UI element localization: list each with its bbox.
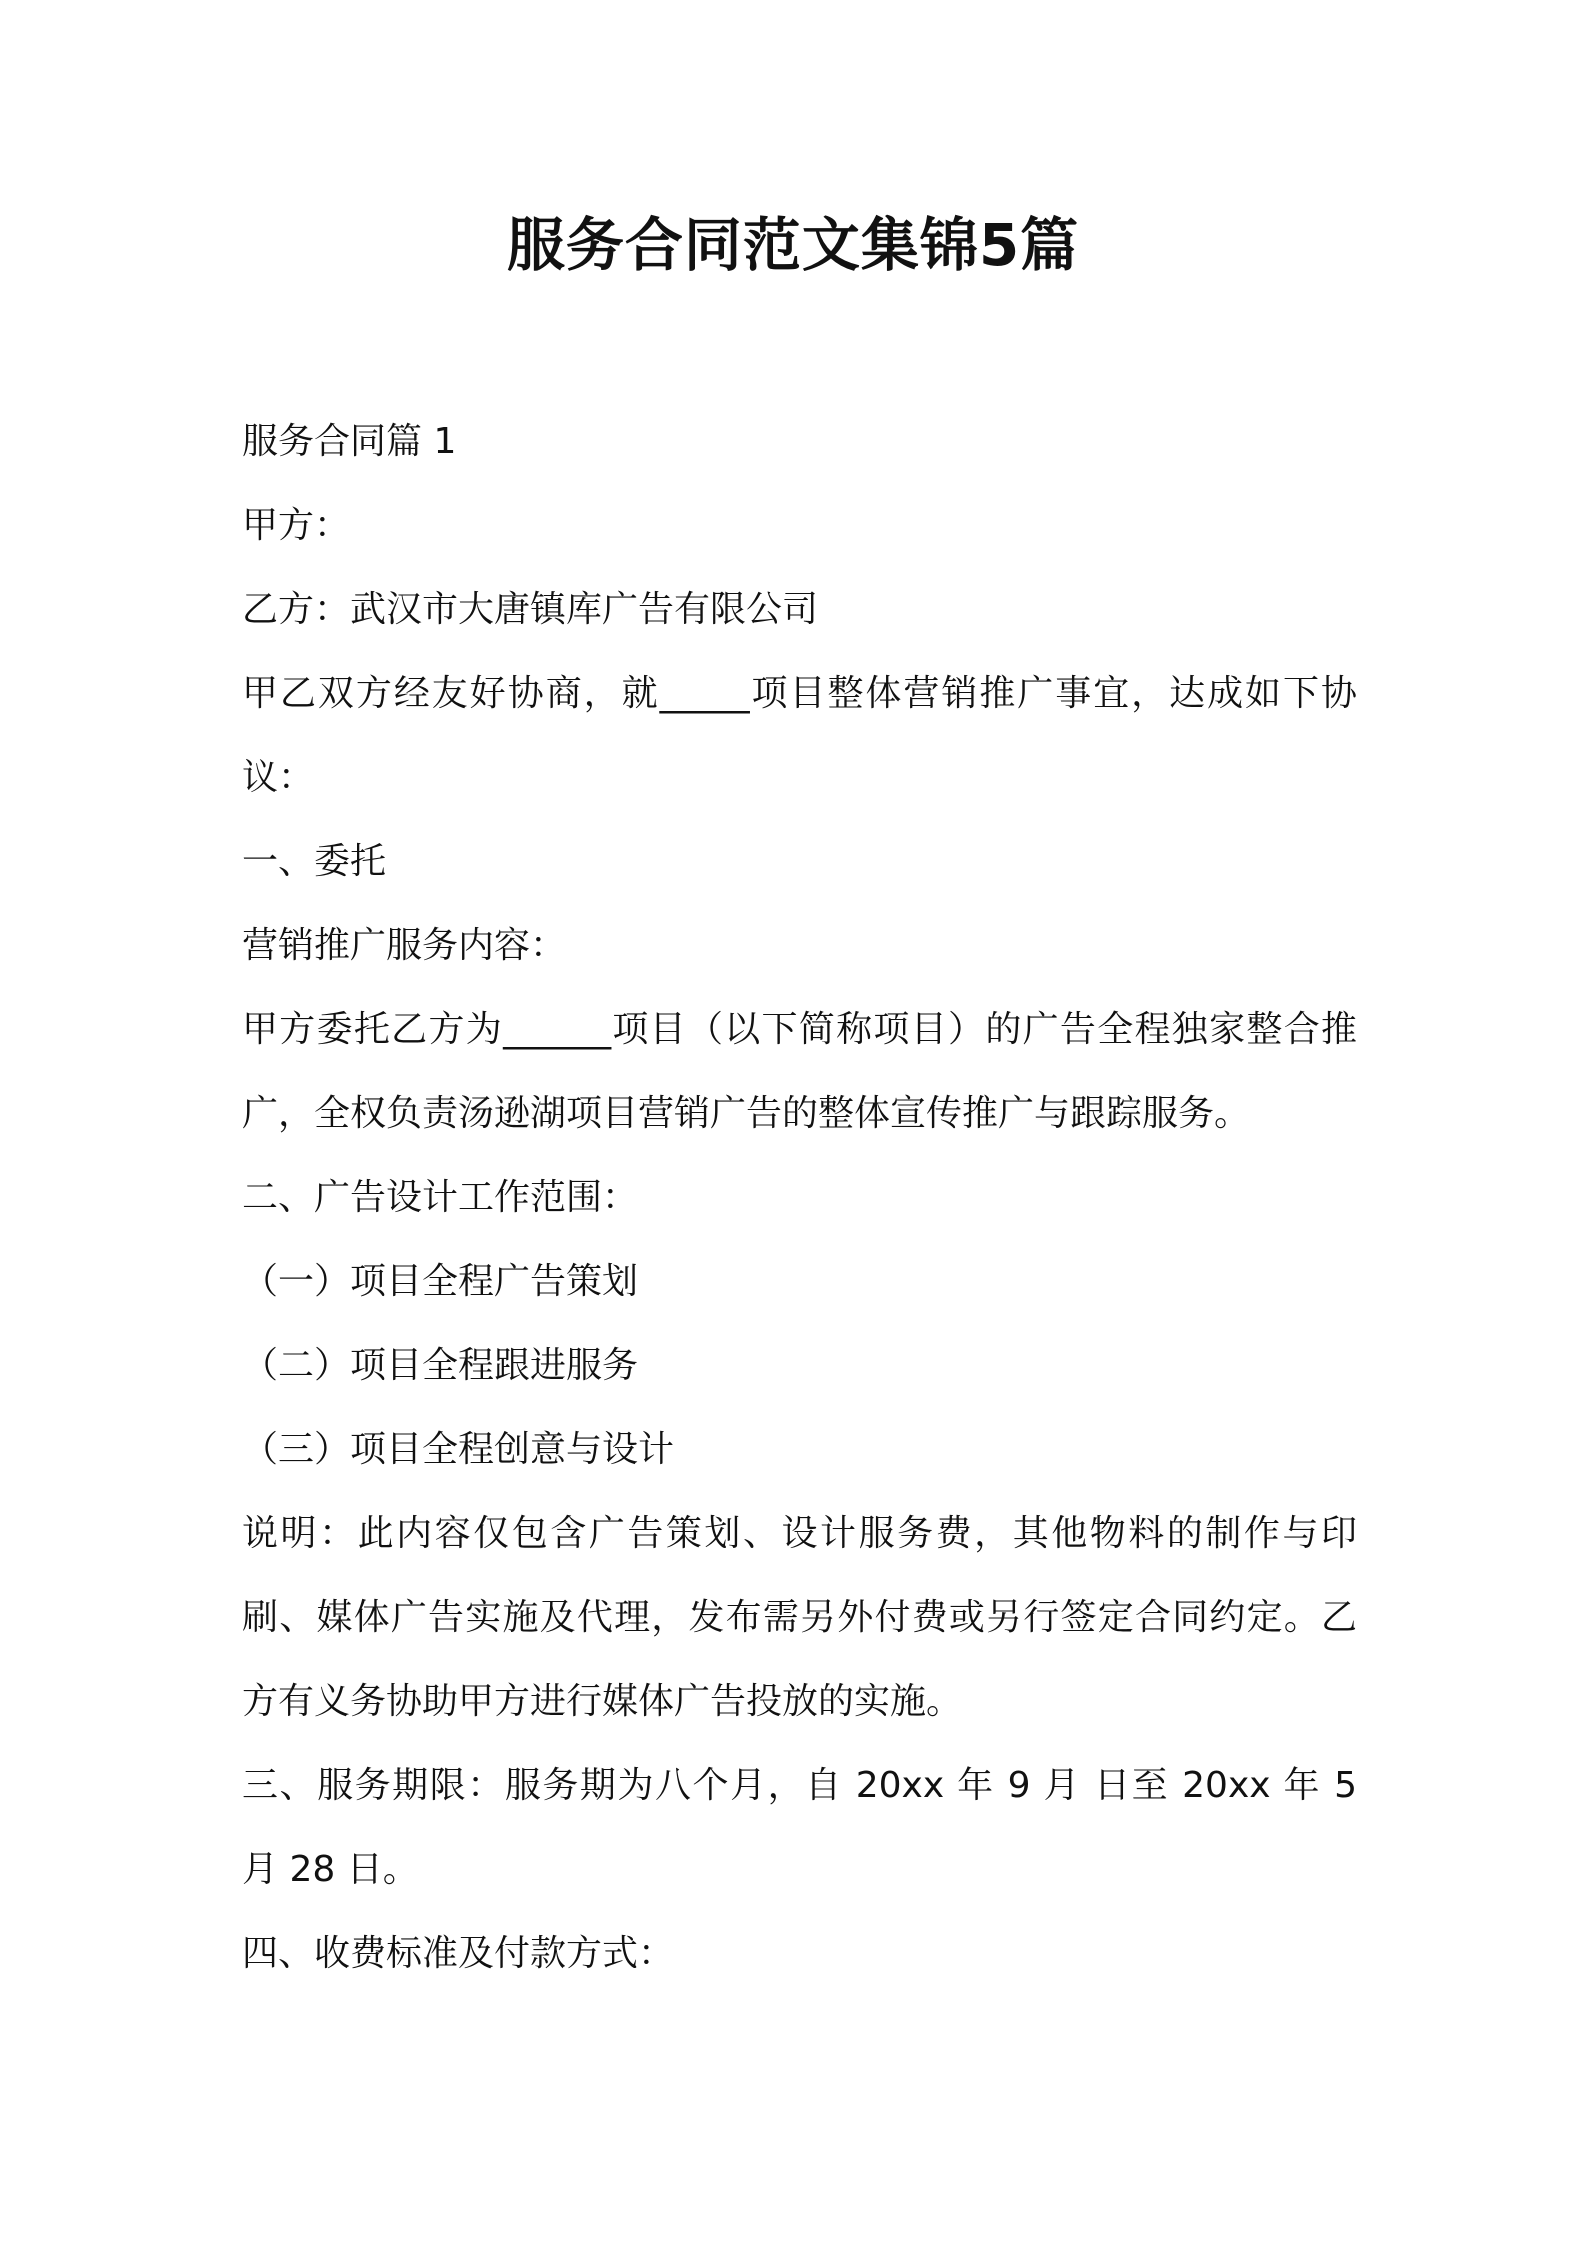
section-heading-design-scope: 二、广告设计工作范围： <box>242 1177 639 1218</box>
agreement-intro-paragraph: 甲乙双方经友好协商，就_____项目整体营销推广事宜，达成如下协议： <box>242 673 1357 798</box>
service-content-label: 营销推广服务内容： <box>242 925 567 966</box>
service-period-paragraph: 三、服务期限：服务期为八个月，自 20xx 年 9 月 日至 20xx 年 5 月 28 日。 <box>242 1765 1357 1890</box>
section-heading-contract-1: 服务合同篇 1 <box>242 421 457 462</box>
document-body <box>242 400 1357 1996</box>
section-heading-fees: 四、收费标准及付款方式： <box>242 1933 675 1974</box>
scope-item-1: （一）项目全程广告策划 <box>242 1261 639 1302</box>
scope-item-2: （二）项目全程跟进服务 <box>242 1345 639 1386</box>
scope-item-3: （三）项目全程创意与设计 <box>242 1429 675 1470</box>
document-title: 服务合同范文集锦5篇 <box>506 211 1080 279</box>
scope-note-paragraph: 说明：此内容仅包含广告策划、设计服务费，其他物料的制作与印刷、媒体广告实施及代理，发布需另外付费或另行签定合同约定。乙方有义务协助甲方进行媒体广告投放的实施。 <box>242 1513 1357 1722</box>
party-a-line: 甲方： <box>242 505 351 546</box>
commission-paragraph: 甲方委托乙方为______项目（以下简称项目）的广告全程独家整合推广，全权负责汤逊湖项目营销广告的整体宣传推广与跟踪服务。 <box>242 1009 1357 1134</box>
party-b-line: 乙方：武汉市大唐镇库广告有限公司 <box>242 589 819 630</box>
section-heading-commission: 一、委托 <box>242 841 387 882</box>
